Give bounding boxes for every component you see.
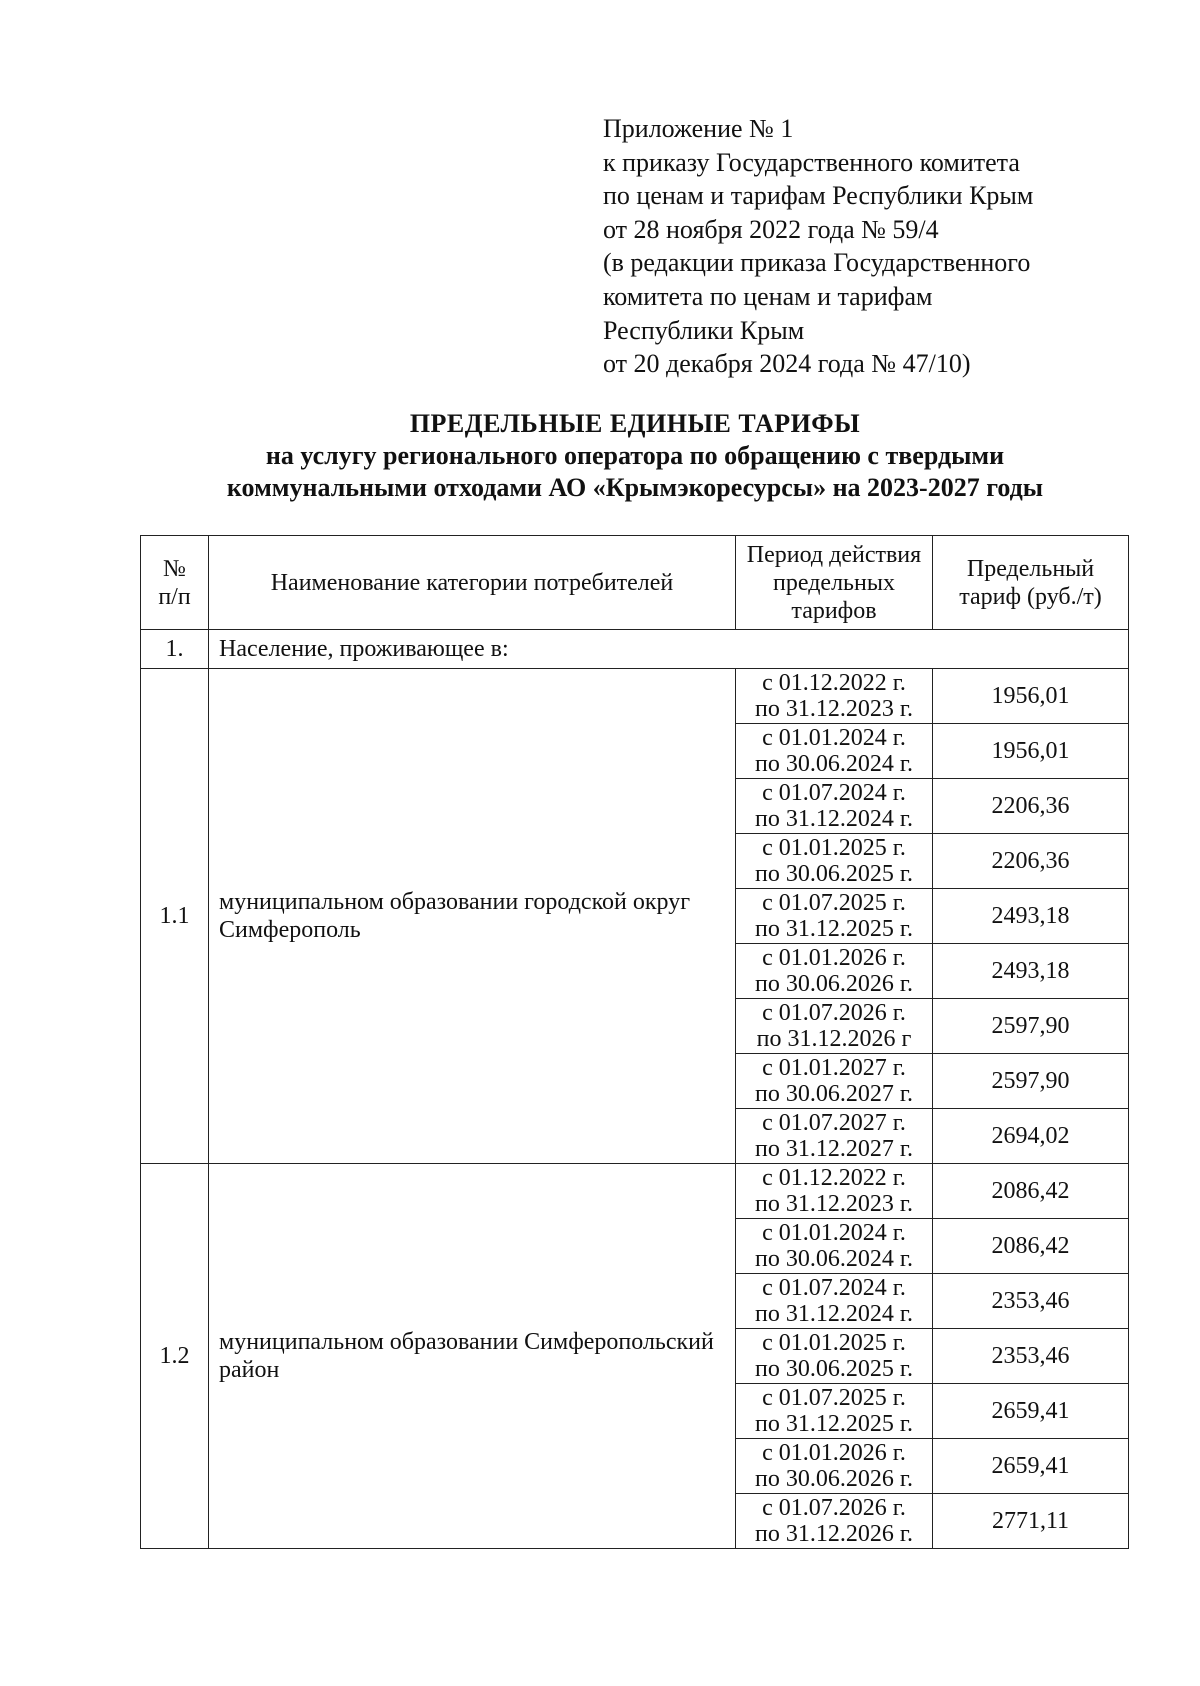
header-category-name: Наименование категории потребителей	[209, 536, 736, 630]
annex-line: комитета по ценам и тарифам	[603, 281, 933, 311]
period-cell: с 01.01.2026 г. по 30.06.2026 г.	[736, 1439, 933, 1494]
annex-line: к приказу Государственного комитета	[603, 147, 1020, 177]
tariff-value: 2597,90	[933, 999, 1129, 1054]
tariff-value: 2597,90	[933, 1054, 1129, 1109]
tariff-value: 2086,42	[933, 1164, 1129, 1219]
title-line: на услугу регионального оператора по обращению с твердыми	[265, 441, 1005, 470]
period-cell: с 01.01.2025 г. по 30.06.2025 г.	[736, 1329, 933, 1384]
tariff-value: 2353,46	[933, 1329, 1129, 1384]
period-cell: с 01.12.2022 г. по 31.12.2023 г.	[736, 669, 933, 724]
document-title	[140, 408, 1130, 504]
header-period: Период действия предельных тарифов	[736, 536, 933, 630]
section-number: 1.	[141, 630, 209, 669]
group-name: муниципальном образовании Симферопольский район	[209, 1164, 736, 1549]
tariff-value: 1956,01	[933, 724, 1129, 779]
tariff-table	[140, 535, 1129, 1549]
header-number: № п/п	[141, 536, 209, 630]
annex-line: от 28 ноября 2022 года № 59/4	[603, 214, 939, 244]
title-line: ПРЕДЕЛЬНЫЕ ЕДИНЫЕ ТАРИФЫ	[409, 409, 861, 438]
section-row	[141, 630, 1129, 669]
period-cell: с 01.07.2025 г. по 31.12.2025 г.	[736, 1384, 933, 1439]
period-cell: с 01.07.2024 г. по 31.12.2024 г.	[736, 1274, 933, 1329]
period-cell: с 01.07.2025 г. по 31.12.2025 г.	[736, 889, 933, 944]
annex-line: (в редакции приказа Государственного	[603, 248, 1031, 278]
header-tariff: Предельный тариф (руб./т)	[933, 536, 1129, 630]
period-cell: с 01.07.2027 г. по 31.12.2027 г.	[736, 1109, 933, 1164]
tariff-value: 2493,18	[933, 944, 1129, 999]
period-cell: с 01.12.2022 г. по 31.12.2023 г.	[736, 1164, 933, 1219]
group-number: 1.2	[141, 1164, 209, 1549]
period-cell: с 01.01.2027 г. по 30.06.2027 г.	[736, 1054, 933, 1109]
annex-block	[603, 112, 1033, 381]
tariff-value: 2493,18	[933, 889, 1129, 944]
period-cell: с 01.01.2024 г. по 30.06.2024 г.	[736, 1219, 933, 1274]
period-cell: с 01.01.2026 г. по 30.06.2026 г.	[736, 944, 933, 999]
tariff-value: 2771,11	[933, 1494, 1129, 1549]
annex-line: по ценам и тарифам Республики Крым	[603, 181, 1034, 211]
period-cell: с 01.07.2024 г. по 31.12.2024 г.	[736, 779, 933, 834]
group-number: 1.1	[141, 669, 209, 1164]
tariff-value: 2206,36	[933, 834, 1129, 889]
tariff-value: 2659,41	[933, 1439, 1129, 1494]
period-cell: с 01.01.2025 г. по 30.06.2025 г.	[736, 834, 933, 889]
section-name: Население, проживающее в:	[209, 630, 1129, 669]
tariff-value: 2353,46	[933, 1274, 1129, 1329]
group-name: муниципальном образовании городской округ Симферополь	[209, 669, 736, 1164]
tariff-value: 1956,01	[933, 669, 1129, 724]
tariff-value: 2086,42	[933, 1219, 1129, 1274]
annex-line: Республики Крым	[603, 315, 805, 345]
period-cell: с 01.07.2026 г. по 31.12.2026 г	[736, 999, 933, 1054]
table-row	[141, 1164, 1129, 1219]
period-cell: с 01.01.2024 г. по 30.06.2024 г.	[736, 724, 933, 779]
tariff-value: 2206,36	[933, 779, 1129, 834]
tariff-value: 2694,02	[933, 1109, 1129, 1164]
annex-line: от 20 декабря 2024 года № 47/10)	[603, 349, 971, 379]
table-row	[141, 669, 1129, 724]
title-line: коммунальными отходами АО «Крымэкоресурсы» на 2023-2027 годы	[226, 473, 1044, 502]
tariff-value: 2659,41	[933, 1384, 1129, 1439]
period-cell: с 01.07.2026 г. по 31.12.2026 г.	[736, 1494, 933, 1549]
table-header-row	[141, 536, 1129, 630]
annex-line: Приложение № 1	[603, 114, 794, 143]
